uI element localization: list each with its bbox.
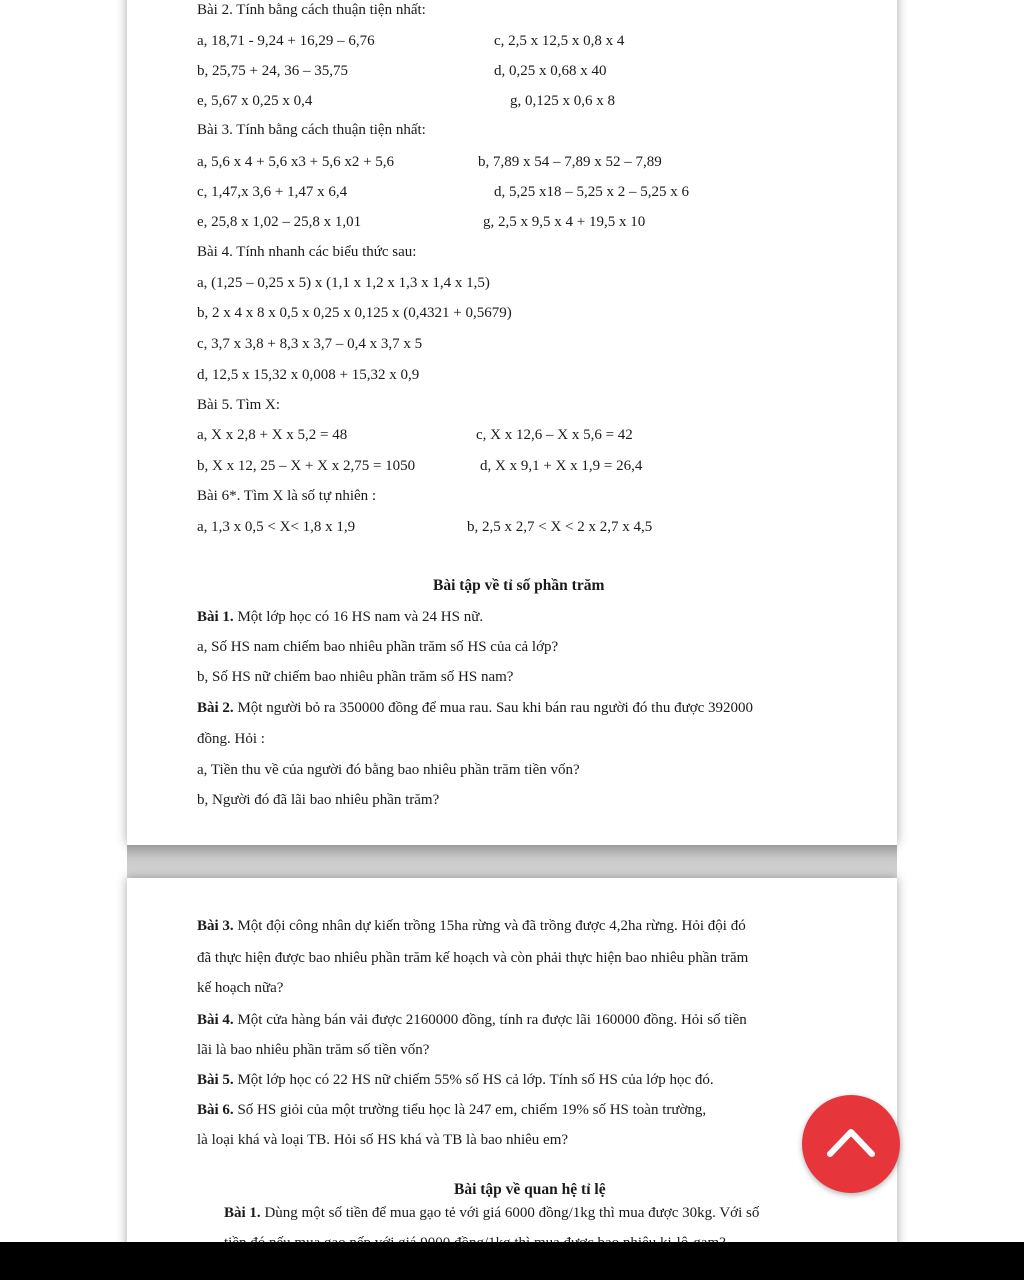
percent-bai2-b: b, Người đó đã lãi bao nhiêu phần trăm? (197, 792, 440, 808)
percent-section-heading: Bài tập về tỉ số phần trăm (433, 577, 605, 594)
bai2-e: e, 5,67 x 0,25 x 0,4 (197, 93, 313, 109)
bai4-b: b, 2 x 4 x 8 x 0,5 x 0,25 x 0,125 x (0,4321 + 0,5679) (197, 305, 512, 321)
p2-bai3-l3: kế hoạch nữa? (197, 980, 284, 996)
percent-bai2-text2: đồng. Hỏi : (197, 731, 265, 747)
document-page-1 (127, 0, 897, 845)
percent-bai1-a: a, Số HS nam chiếm bao nhiêu phần trăm số HS của cả lớp? (197, 639, 559, 655)
bai2-d: d, 0,25 x 0,68 x 40 (494, 63, 607, 79)
p2-bai4-label: Bài 4. (197, 1012, 234, 1028)
p2-bai6-l2: là loại khá và loại TB. Hỏi số HS khá và TB là bao nhiêu em? (197, 1132, 569, 1148)
bai3-e: e, 25,8 x 1,02 – 25,8 x 1,01 (197, 214, 362, 230)
bai2-g: g, 0,125 x 0,6 x 8 (510, 93, 615, 109)
p2-bai3-l2: đã thực hiện được bao nhiêu phần trăm kế hoạch và còn phải thực hiện bao nhiêu phần trăm (197, 950, 749, 966)
p2-bai5-label: Bài 5. (197, 1072, 234, 1088)
p2-bai4-l1 (197, 1010, 747, 1030)
bai5-b: b, X x 12, 25 – X + X x 2,75 = 1050 (197, 458, 416, 474)
percent-bai1-b: b, Số HS nữ chiếm bao nhiêu phần trăm số HS nam? (197, 669, 514, 685)
p2-bai5-l1 (197, 1070, 714, 1090)
p2-bai3-l1 (197, 916, 746, 936)
bai5-title: Bài 5. Tìm X: (197, 397, 281, 413)
document-page-2 (127, 878, 897, 1258)
p2-bai6-l1 (197, 1100, 706, 1120)
percent-bai2-label: Bài 2. (197, 700, 234, 716)
scroll-to-top-button[interactable] (802, 1095, 900, 1193)
bai4-title: Bài 4. Tính nhanh các biểu thức sau: (197, 244, 417, 260)
ratio-bai1-text1: Dùng một số tiền để mua gạo tẻ với giá 6000 đồng/1kg thì mua được 30kg. Với số (264, 1205, 760, 1221)
percent-bai2 (197, 698, 753, 718)
p2-bai6-label: Bài 6. (197, 1102, 234, 1118)
bai2-b: b, 25,75 + 24, 36 – 35,75 (197, 63, 348, 79)
bai6-b: b, 2,5 x 2,7 < X < 2 x 2,7 x 4,5 (467, 519, 653, 535)
p2-bai4-l2: lãi là bao nhiêu phần trăm số tiền vốn? (197, 1042, 430, 1058)
bai3-a: a, 5,6 x 4 + 5,6 x3 + 5,6 x2 + 5,6 (197, 154, 395, 170)
bai3-title: Bài 3. Tính bằng cách thuận tiện nhất: (197, 122, 426, 138)
percent-bai2-text: Một người bỏ ra 350000 đồng để mua rau. Sau khi bán rau người đó thu được 392000 (237, 700, 754, 716)
p2-bai3-text1: Một đội công nhân dự kiến trồng 15ha rừng và đã trồng được 4,2ha rừng. Hỏi đội đó (237, 918, 746, 934)
bai3-b: b, 7,89 x 54 – 7,89 x 52 – 7,89 (478, 154, 662, 170)
page-gap (127, 845, 897, 878)
ratio-bai1-label: Bài 1. (224, 1205, 261, 1221)
bai2-a: a, 18,71 - 9,24 + 16,29 – 6,76 (197, 33, 375, 49)
percent-bai1 (197, 607, 483, 627)
chevron-up-icon (826, 1122, 876, 1162)
bai6-title: Bài 6*. Tìm X là số tự nhiên : (197, 488, 377, 504)
bai4-d: d, 12,5 x 15,32 x 0,008 + 15,32 x 0,9 (197, 367, 420, 383)
p2-bai4-text1: Một cửa hàng bán vải được 2160000 đồng, tính ra được lãi 160000 đồng. Hỏi số tiền (237, 1012, 747, 1028)
bai5-a: a, X x 2,8 + X x 5,2 = 48 (197, 427, 348, 443)
percent-bai1-text: Một lớp học có 16 HS nam và 24 HS nữ. (237, 609, 484, 625)
bai5-d: d, X x 9,1 + X x 1,9 = 26,4 (480, 458, 643, 474)
percent-bai2-a: a, Tiền thu về của người đó bằng bao nhiêu phần trăm tiền vốn? (197, 762, 580, 778)
p2-bai3-label: Bài 3. (197, 918, 234, 934)
bai2-title: Bài 2. Tính bằng cách thuận tiện nhất: (197, 2, 426, 18)
ratio-section-heading: Bài tập về quan hệ tỉ lệ (454, 1181, 606, 1198)
bai6-a: a, 1,3 x 0,5 < X< 1,8 x 1,9 (197, 519, 356, 535)
bai4-c: c, 3,7 x 3,8 + 8,3 x 3,7 – 0,4 x 3,7 x 5 (197, 336, 423, 352)
bai3-g: g, 2,5 x 9,5 x 4 + 19,5 x 10 (483, 214, 646, 230)
ratio-bai1-l1 (224, 1203, 759, 1223)
p2-bai6-text1: Số HS giỏi của một trường tiểu học là 247 em, chiếm 19% số HS toàn trường, (237, 1102, 707, 1118)
bottom-bar (0, 1242, 1024, 1280)
p2-bai5-text1: Một lớp học có 22 HS nữ chiếm 55% số HS cả lớp. Tính số HS của lớp học đó. (237, 1072, 714, 1088)
percent-bai1-label: Bài 1. (197, 609, 234, 625)
bai5-c: c, X x 12,6 – X x 5,6 = 42 (476, 427, 633, 443)
bai4-a: a, (1,25 – 0,25 x 5) x (1,1 x 1,2 x 1,3 x 1,4 x 1,5) (197, 275, 490, 291)
bai3-d: d, 5,25 x18 – 5,25 x 2 – 5,25 x 6 (494, 184, 689, 200)
bai2-c: c, 2,5 x 12,5 x 0,8 x 4 (494, 33, 625, 49)
bai3-c: c, 1,47,x 3,6 + 1,47 x 6,4 (197, 184, 348, 200)
